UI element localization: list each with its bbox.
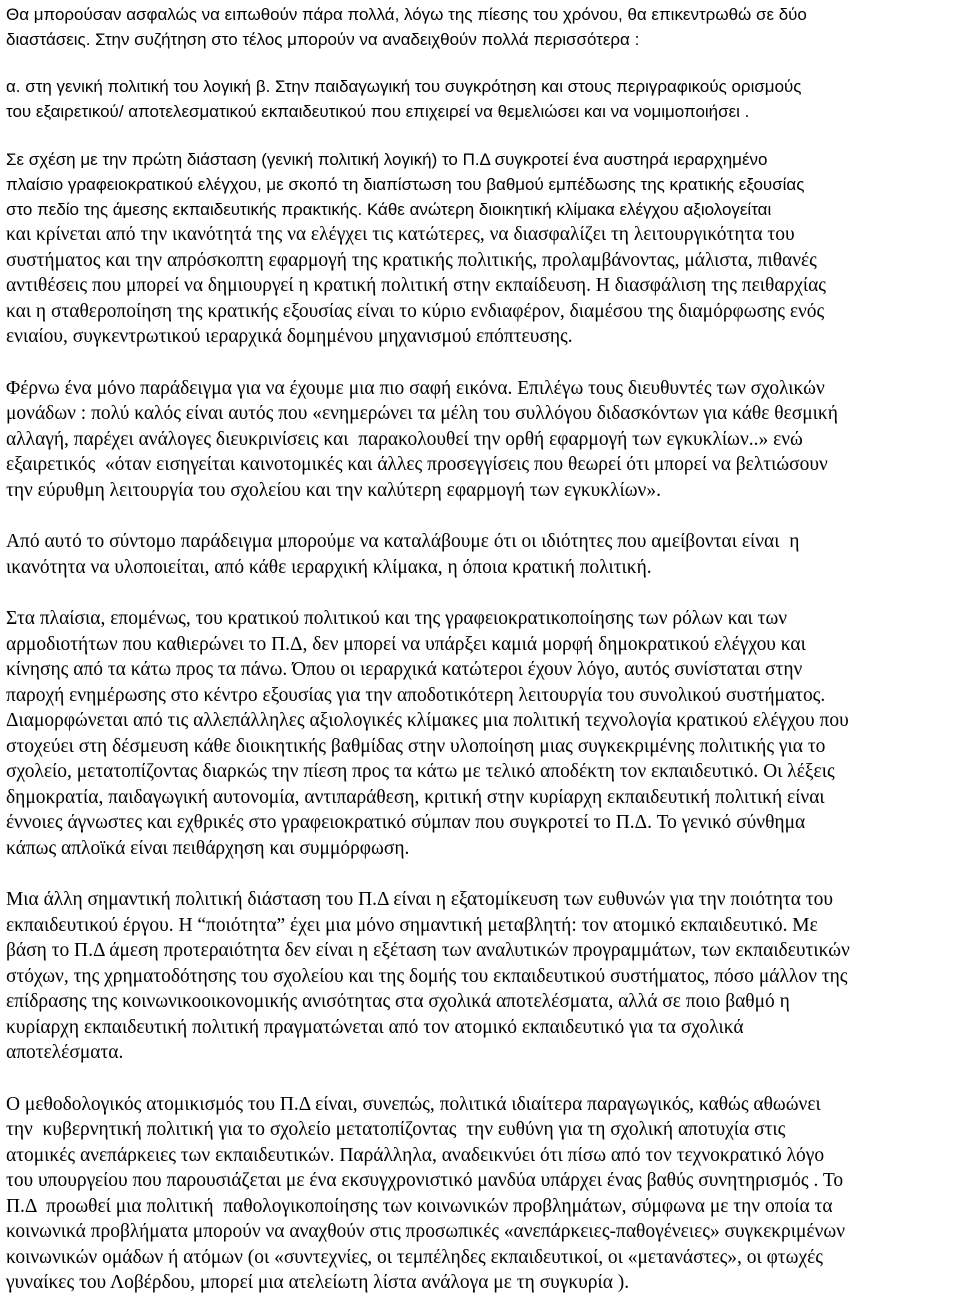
bureaucracy-paragraph [6, 606, 956, 861]
individualism-paragraph [6, 1092, 956, 1296]
text-line: ατομικές ανεπάρκειες των εκπαιδευτικών. Παράλληλα, αναδεικνύει ότι πίσω από τον τεχνοκρατικό λόγο [6, 1144, 825, 1166]
conclusion-example-paragraph [6, 529, 956, 580]
first-dimension-paragraph [6, 147, 956, 350]
document-page [6, 0, 956, 1296]
text-line: κοινωνικά προβλήματα μπορούν να αναχθούν στις προσωπικές «ανεπάρκειες-παθογένειες» συγκεκριμένων [6, 1221, 846, 1242]
text-line: και η σταθεροποίηση της κρατικής εξουσίας είναι το κύριο ενδιαφέρον, διαμέσου της διαμόρφωσης ενός [6, 300, 825, 322]
text-line: του υπουργείου που παρουσιάζεται με ένα εκσυγχρονιστικό μανδύα υπάρχει ένας βαθύς συνητηρισμός . Το [6, 1170, 844, 1191]
text-line: δημοκρατία, παιδαγωγική αυτονομία, αντιπαράθεση, κριτική στην κυρίαρχη εκπαιδευτική πολιτική είναι [6, 786, 825, 808]
text-line: Σε σχέση με την πρώτη διάσταση (γενική πολιτική λογική) το Π.Δ συγκροτεί ένα αυστηρά ιεραρχημένο [6, 150, 768, 169]
text-line: σχολείο, μετατοπίζοντας διαρκώς την πίεση προς τα κάτω με τελικό αποδέκτη τον εκπαιδευτικό. Οι λέξεις [6, 761, 835, 782]
text-line: Στα πλαίσια, επομένως, του κρατικού πολιτικού και της γραφειοκρατικοποίησης των ρόλων και των [6, 608, 788, 629]
first-dimension-serif-part [6, 222, 956, 350]
individualization-paragraph [6, 887, 956, 1066]
text-line: διαστάσεις. Στην συζήτηση στο τέλος μπορούν να αναδειχθούν πολλά περισσότερα : [6, 30, 640, 49]
text-line: γυναίκες του Λοβέρδου, μπορεί μια ατελείωτη λίστα ανάλογα με τη συγκυρία ). [6, 1272, 630, 1293]
text-line: Διαμορφώνεται από τις αλλεπάλληλες αξιολογικές κλίμακες μια πολιτική τεχνολογία κρατικού ελέγχου που [6, 710, 849, 731]
text-line: επίδρασης της κοινωνικοοικονομικής ανισότητας στα σχολικά αποτελέσματα, αλλά σε ποιο βαθμό η [6, 991, 790, 1012]
text-line: ικανότητα να υλοποιείται, από κάθε ιεραρχική κλίμακα, η όποια κρατική πολιτική. [6, 556, 652, 578]
text-line: α. στη γενική πολιτική του λογική β. Στην παιδαγωγική του συγκρότηση και στους περιγραφικούς ορισμούς [6, 77, 802, 96]
text-line: εκπαιδευτικού έργου. Η “ποιότητα” έχει μια μόνο σημαντική μεταβλητή: τον ατομικό εκπαιδευτικό. Με [6, 914, 818, 936]
text-line: πλαίσιο γραφειοκρατικού ελέγχου, με σκοπό τη διαπίστωση του βαθμού εμπέδωσης της κρατικής εξουσίας [6, 175, 805, 194]
text-line: και κρίνεται από την ικανότητά της να ελέγχει τις κατώτερες, να διασφαλίζει τη λειτουργικότητα του [6, 224, 795, 245]
text-line: μονάδων : πολύ καλός είναι αυτός που «ενημερώνει τα μέλη του συλλόγου διδασκόντων για κάθε θεσμική [6, 403, 838, 424]
text-line: αντιθέσεις που μπορεί να δημιουργεί η κρατική πολιτική στην εκπαίδευση. Η διασφάλιση της πειθαρχίας [6, 275, 827, 296]
text-line: την εύρυθμη λειτουργία του σχολείου και την καλύτερη εφαρμογή των εγκυκλίων». [6, 479, 661, 501]
text-line: αποτελέσματα. [6, 1042, 124, 1063]
text-line: κοινωνικών ομάδων ή ατόμων (οι «συντεχνίες, οι τεμπέληδες εκπαιδευτικοί, οι «μετανάστες», οι φτωχές [6, 1246, 823, 1268]
text-line: στοχεύει στη δέσμευση κάθε διοικητικής βαθμίδας στην υλοποίηση μιας συγκεκριμένης πολιτικής για το [6, 735, 826, 757]
text-line: συστήματος και την απρόσκοπτη εφαρμογή της κρατικής πολιτικής, προλαμβάνοντας, μάλιστα, πιθανές [6, 249, 817, 271]
text-line: Π.Δ προωθεί μια πολιτική παθολογικοποίησης των κοινωνικών προβλημάτων, σύμφωνα με την οποία τα [6, 1195, 833, 1217]
text-line: κίνησης από τα κάτω προς τα πάνω. Όπου οι ιεραρχικά κατώτεροι έχουν λόγο, αυτός συνίσταται στην [6, 659, 803, 680]
text-line: Θα μπορούσαν ασφαλώς να ειπωθούν πάρα πολλά, λόγω της πίεσης του χρόνου, θα επικεντρωθώ σε δύο [6, 5, 807, 24]
text-line: την κυβερνητική πολιτική για το σχολείο μετατοπίζοντας την ευθύνη για τη σχολική αποτυχία στις [6, 1119, 786, 1140]
text-line: ενιαίου, συγκεντρωτικού ιεραρχικά δομημένου μηχανισμού επόπτευσης. [6, 326, 573, 347]
example-paragraph [6, 376, 956, 504]
text-line: Ο μεθοδολογικός ατομικισμός του Π.Δ είναι, συνεπώς, πολιτικά ιδιαίτερα παραγωγικός, καθώς αθωώνει [6, 1093, 821, 1115]
text-line: Μια άλλη σημαντική πολιτική διάσταση του Π.Δ είναι η εξατομίκευση των ευθυνών για την ποιότητα του [6, 889, 833, 910]
text-line: αρμοδιοτήτων που καθιερώνει το Π.Δ, δεν μπορεί να υπάρξει καμιά μορφή δημοκρατικού ελέγχου και [6, 633, 806, 655]
text-line: στόχων, της χρηματοδότησης του σχολείου και της δομής του εκπαιδευτικού συστήματος, πόσο μάλλον της [6, 965, 848, 987]
dimensions-paragraph [6, 74, 956, 124]
text-line: Φέρνω ένα μόνο παράδειγμα για να έχουμε μια πιο σαφή εικόνα. Επιλέγω τους διευθυντές των σχολικών [6, 377, 825, 399]
text-line: του εξαιρετικού/ αποτελεσματικού εκπαιδευτικού που επιχειρεί να θεμελιώσει και να νομιμοποιήσει . [6, 102, 750, 121]
text-line: έννοιες άγνωστες και εχθρικές στο γραφειοκρατικό σύμπαν που συγκροτεί το Π.Δ. Το γενικό σύνθημα [6, 812, 806, 833]
text-line: κάπως απλοϊκά είναι πειθάρχηση και συμμόρφωση. [6, 837, 410, 859]
text-line: παροχή ενημέρωσης στο κέντρο εξουσίας για την αποδοτικότερη λειτουργία του συνολικού συστήματος. [6, 684, 826, 706]
text-line: εξαιρετικός «όταν εισηγείται καινοτομικές και άλλες προσεγγίσεις που θεωρεί ότι μπορεί να βελτιώσουν [6, 454, 828, 475]
text-line: στο πεδίο της άμεσης εκπαιδευτικής πρακτικής. Κάθε ανώτερη διοικητική κλίμακα ελέγχου αξιολογείται [6, 200, 772, 219]
intro-paragraph [6, 0, 956, 52]
first-dimension-sans-part [6, 147, 956, 222]
text-line: Από αυτό το σύντομο παράδειγμα μπορούμε να καταλάβουμε ότι οι ιδιότητες που αμείβονται είναι η [6, 531, 800, 552]
text-line: αλλαγή, παρέχει ανάλογες διευκρινίσεις και παρακολουθεί την ορθή εφαρμογή των εγκυκλίων..» ενώ [6, 428, 803, 450]
text-line: κυρίαρχη εκπαιδευτική πολιτική πραγματώνεται από τον ατομικό εκπαιδευτικό για τα σχολικά [6, 1016, 744, 1038]
text-line: βάση το Π.Δ άμεση προτεραιότητα δεν είναι η εξέταση των αναλυτικών προγραμμάτων, των εκπαιδευτικών [6, 940, 850, 961]
